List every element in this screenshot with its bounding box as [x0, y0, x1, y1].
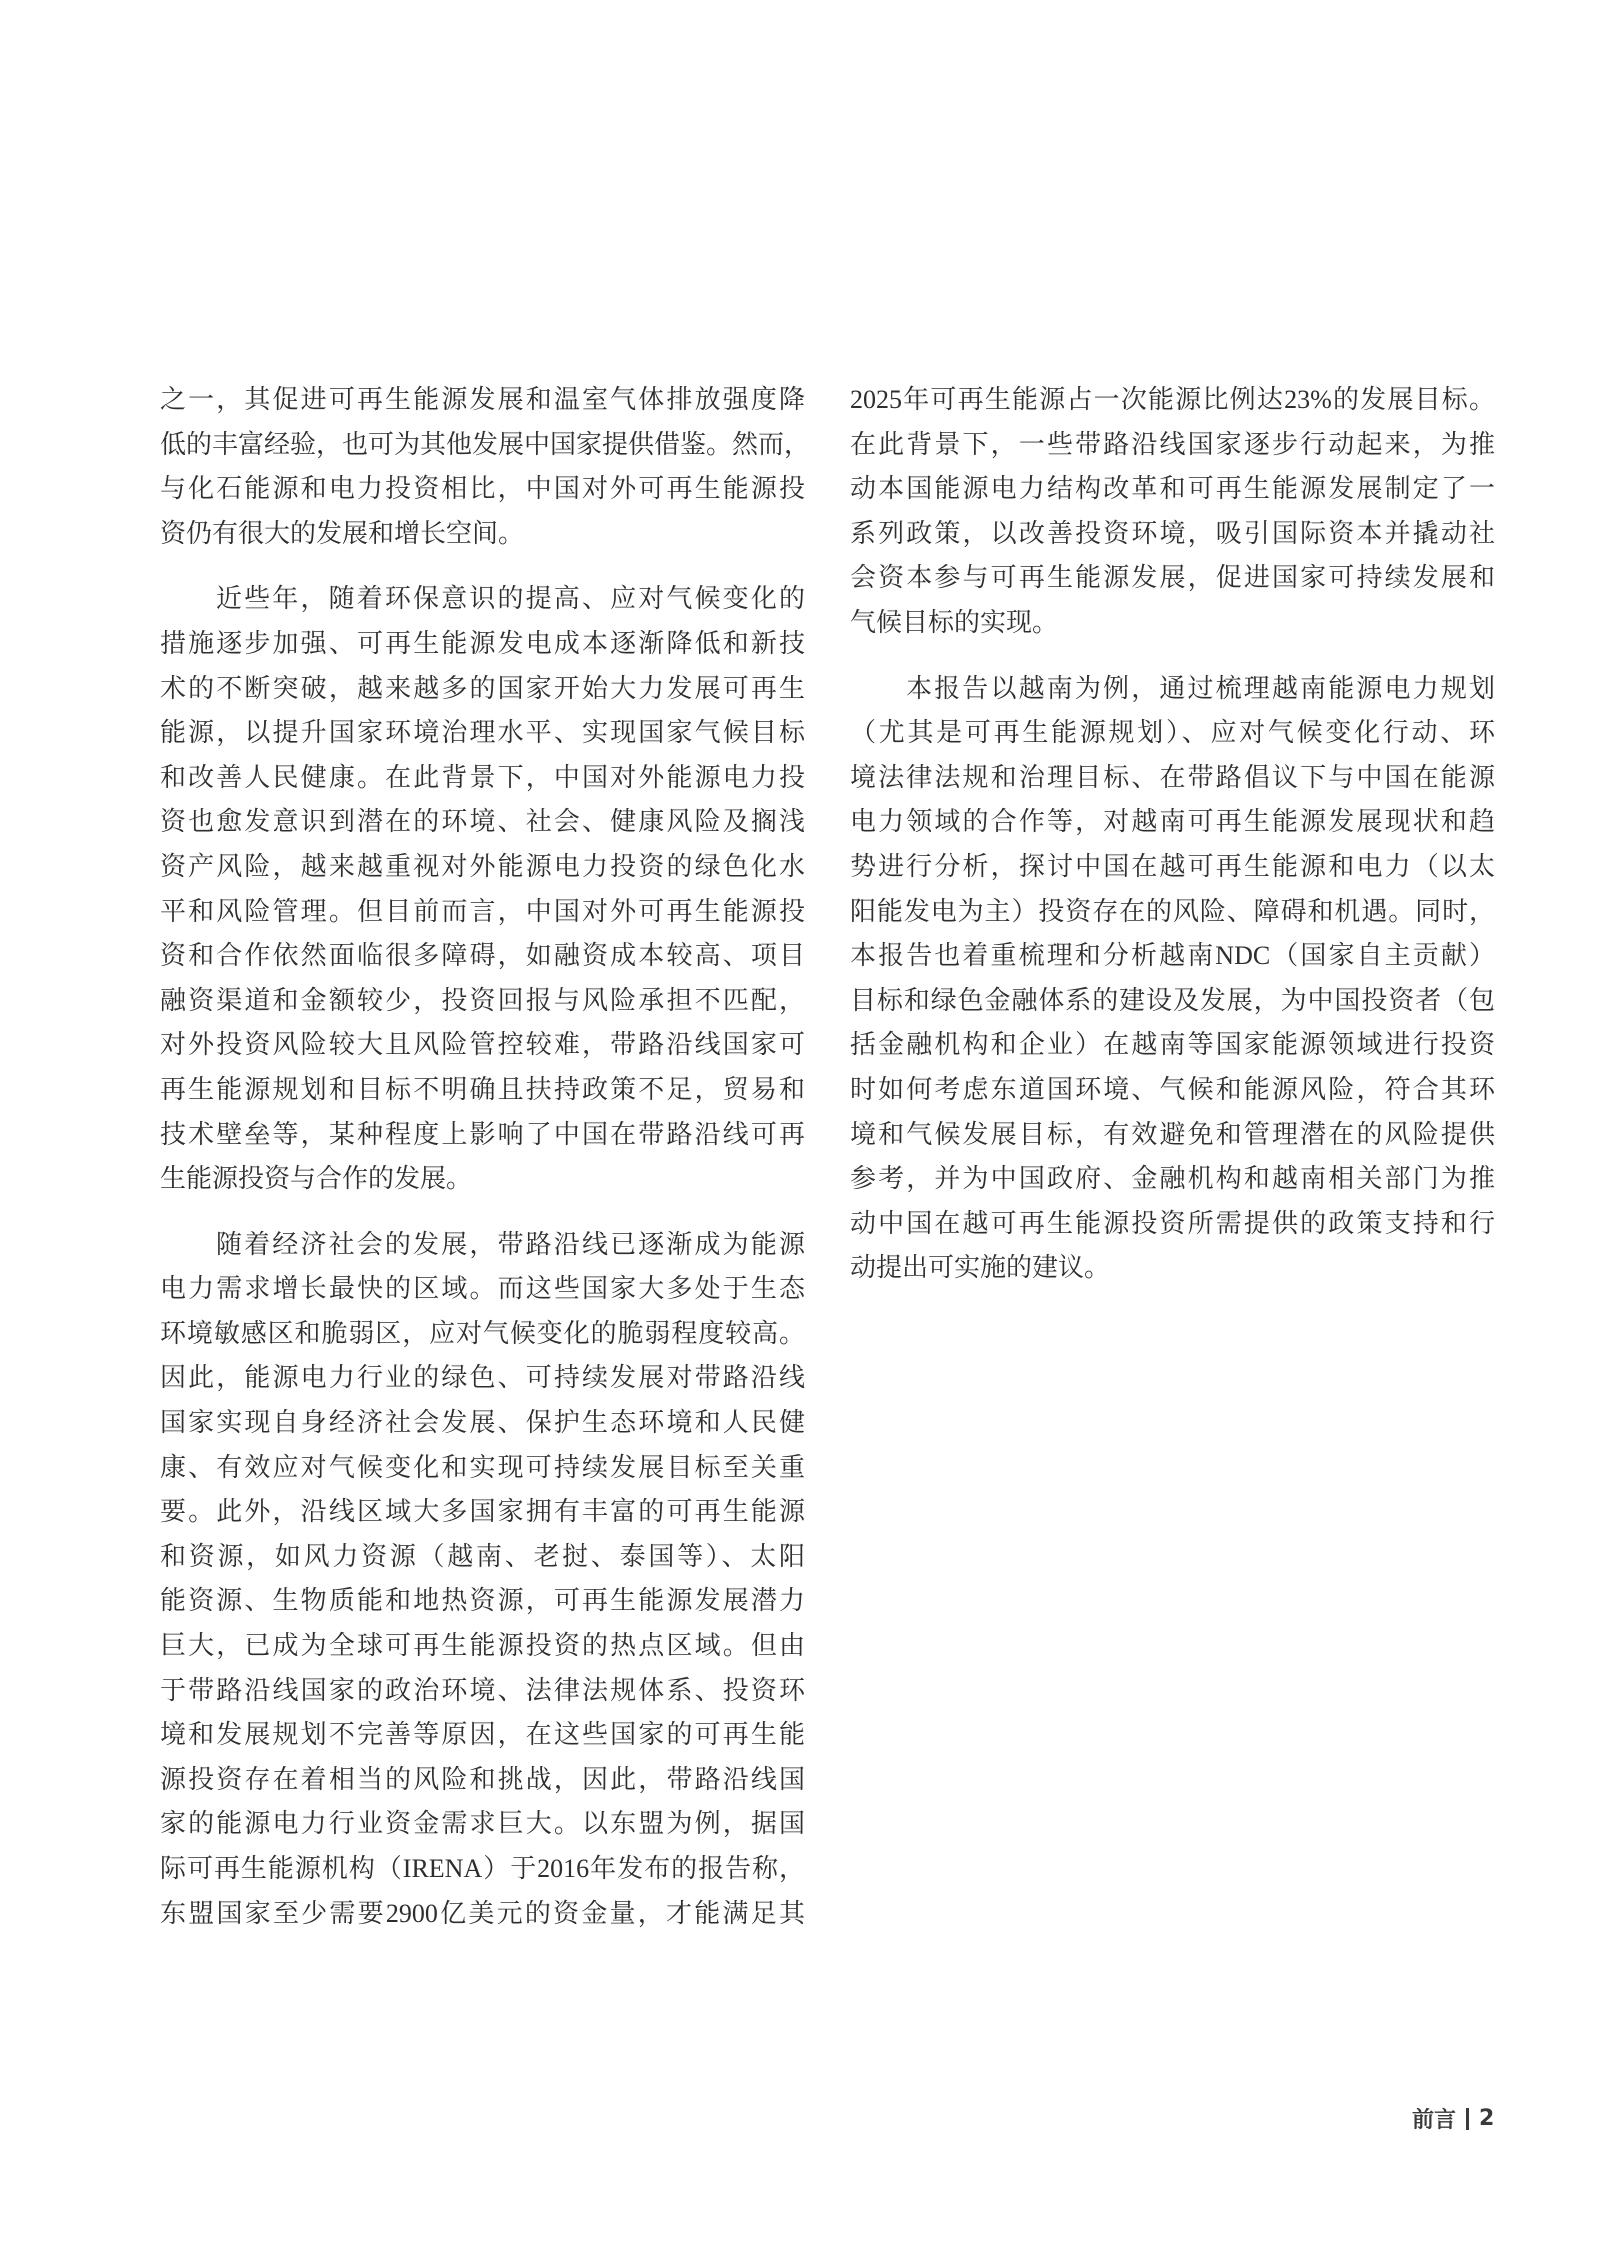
text-line: 术的不断突破，越来越多的国家开始大力发展可再生 [160, 673, 805, 703]
text-line: 融资渠道和金额较少，投资回报与风险承担不匹配， [160, 985, 805, 1015]
text-line: 动本国能源电力结构改革和可再生能源发展制定了一 [850, 474, 1495, 504]
text-line: 技术壁垒等，某种程度上影响了中国在带路沿线可再 [160, 1119, 805, 1149]
paragraph [160, 378, 811, 556]
text-line: 康、有效应对气候变化和实现可持续发展目标至关重 [160, 1452, 805, 1482]
footer-section-title: 前言 [1412, 2108, 1457, 2133]
text-line: 能源，以提升国家环境治理水平、实现国家气候目标 [160, 718, 805, 748]
text-line: 气候目标的实现。 [850, 607, 1059, 637]
text-line: 生能源投资与合作的发展。 [160, 1164, 473, 1194]
text-line: 因此，能源电力行业的绿色、可持续发展对带路沿线 [160, 1363, 805, 1393]
text-line: 源投资存在着相当的风险和挑战，因此，带路沿线国 [160, 1764, 805, 1794]
text-line: 巨大，已成为全球可再生能源投资的热点区域。但由 [160, 1631, 805, 1661]
text-line: 电力需求增长最快的区域。而这些国家大多处于生态 [160, 1274, 805, 1304]
text-line: 境和气候发展目标，有效避免和管理潜在的风险提供 [850, 1119, 1495, 1149]
paragraph [160, 1223, 805, 1937]
text-line: 低的丰富经验，也可为其他发展中国家提供借鉴。然而， [160, 429, 811, 459]
text-line: 境法律法规和治理目标、在带路倡议下与中国在能源 [850, 762, 1495, 792]
text-line: 会资本参与可再生能源发展，促进国家可持续发展和 [850, 563, 1495, 593]
text-line: 与化石能源和电力投资相比，中国对外可再生能源投 [160, 474, 805, 504]
text-line: 于带路沿线国家的政治环境、法律法规体系、投资环 [160, 1675, 805, 1705]
text-line: 势进行分析，探讨中国在越可再生能源和电力（以太 [850, 851, 1495, 881]
right-text-column [850, 378, 1495, 1312]
text-line: 再生能源规划和目标不明确且扶持政策不足，贸易和 [160, 1074, 805, 1104]
text-line: 和改善人民健康。在此背景下，中国对外能源电力投 [160, 762, 805, 792]
text-line: 资和合作依然面临很多障碍，如融资成本较高、项目 [160, 941, 805, 971]
text-line: 环境敏感区和脆弱区，应对气候变化的脆弱程度较高。 [160, 1318, 805, 1348]
text-line: 动中国在越可再生能源投资所需提供的政策支持和行 [850, 1208, 1495, 1238]
text-line: 目标和绿色金融体系的建设及发展，为中国投资者（包 [850, 985, 1495, 1015]
page-number: 2 [1479, 2106, 1495, 2131]
text-line: 之一，其促进可再生能源发展和温室气体排放强度降 [160, 385, 805, 414]
left-text-column [160, 378, 811, 1957]
text-line: 参考，并为中国政府、金融机构和越南相关部门为推 [850, 1164, 1495, 1194]
text-line: 和资源，如风力资源（越南、老挝、泰国等）、太阳 [160, 1541, 805, 1571]
text-line: 阳能发电为主）投资存在的风险、障碍和机遇。同时， [850, 896, 1495, 926]
text-line: 2025年可再生能源占一次能源比例达23%的发展目标。 [850, 385, 1495, 414]
text-line: 时如何考虑东道国环境、气候和能源风险，符合其环 [850, 1074, 1495, 1104]
text-line: 本报告也着重梳理和分析越南NDC（国家自主贡献） [850, 941, 1495, 971]
text-line: 要。此外，沿线区域大多国家拥有丰富的可再生能源 [160, 1497, 805, 1527]
text-line: 际可再生能源机构（IRENA）于2016年发布的报告称， [160, 1854, 805, 1883]
paragraph [850, 378, 1495, 646]
text-line: 对外投资风险较大且风险管控较难，带路沿线国家可 [160, 1030, 805, 1060]
text-line: 电力领域的合作等，对越南可再生能源发展现状和趋 [850, 807, 1495, 837]
text-line: （尤其是可再生能源规划）、应对气候变化行动、环 [850, 718, 1495, 748]
text-line: 资产风险，越来越重视对外能源电力投资的绿色化水 [160, 851, 805, 881]
text-line: 措施逐步加强、可再生能源发电成本逐渐降低和新技 [160, 628, 805, 658]
text-line: 本报告以越南为例，通过梳理越南能源电力规划 [906, 673, 1495, 703]
text-line: 平和风险管理。但目前而言，中国对外可再生能源投 [160, 896, 805, 926]
paragraph [850, 667, 1495, 1291]
text-line: 系列政策，以改善投资环境，吸引国际资本并撬动社 [850, 518, 1495, 548]
text-line: 东盟国家至少需要2900亿美元的资金量，才能满足其 [160, 1898, 805, 1928]
footer-divider [1466, 2108, 1469, 2130]
text-line: 能资源、生物质能和地热资源，可再生能源发展潜力 [160, 1586, 805, 1616]
page-footer [1412, 2103, 1494, 2134]
text-line: 近些年，随着环保意识的提高、应对气候变化的 [216, 584, 805, 614]
text-line: 资仍有很大的发展和增长空间。 [160, 518, 525, 548]
text-line: 国家实现自身经济社会发展、保护生态环境和人民健 [160, 1408, 805, 1438]
text-line: 境和发展规划不完善等原因，在这些国家的可再生能 [160, 1720, 805, 1750]
paragraph [160, 577, 805, 1201]
text-line: 括金融机构和企业）在越南等国家能源领域进行投资 [850, 1030, 1495, 1060]
text-line: 在此背景下，一些带路沿线国家逐步行动起来，为推 [850, 429, 1495, 459]
text-line: 随着经济社会的发展，带路沿线已逐渐成为能源 [216, 1229, 805, 1259]
text-line: 动提出可实施的建议。 [850, 1253, 1111, 1283]
text-line: 资也愈发意识到潜在的环境、社会、健康风险及搁浅 [160, 807, 805, 837]
text-line: 家的能源电力行业资金需求巨大。以东盟为例，据国 [160, 1809, 805, 1839]
